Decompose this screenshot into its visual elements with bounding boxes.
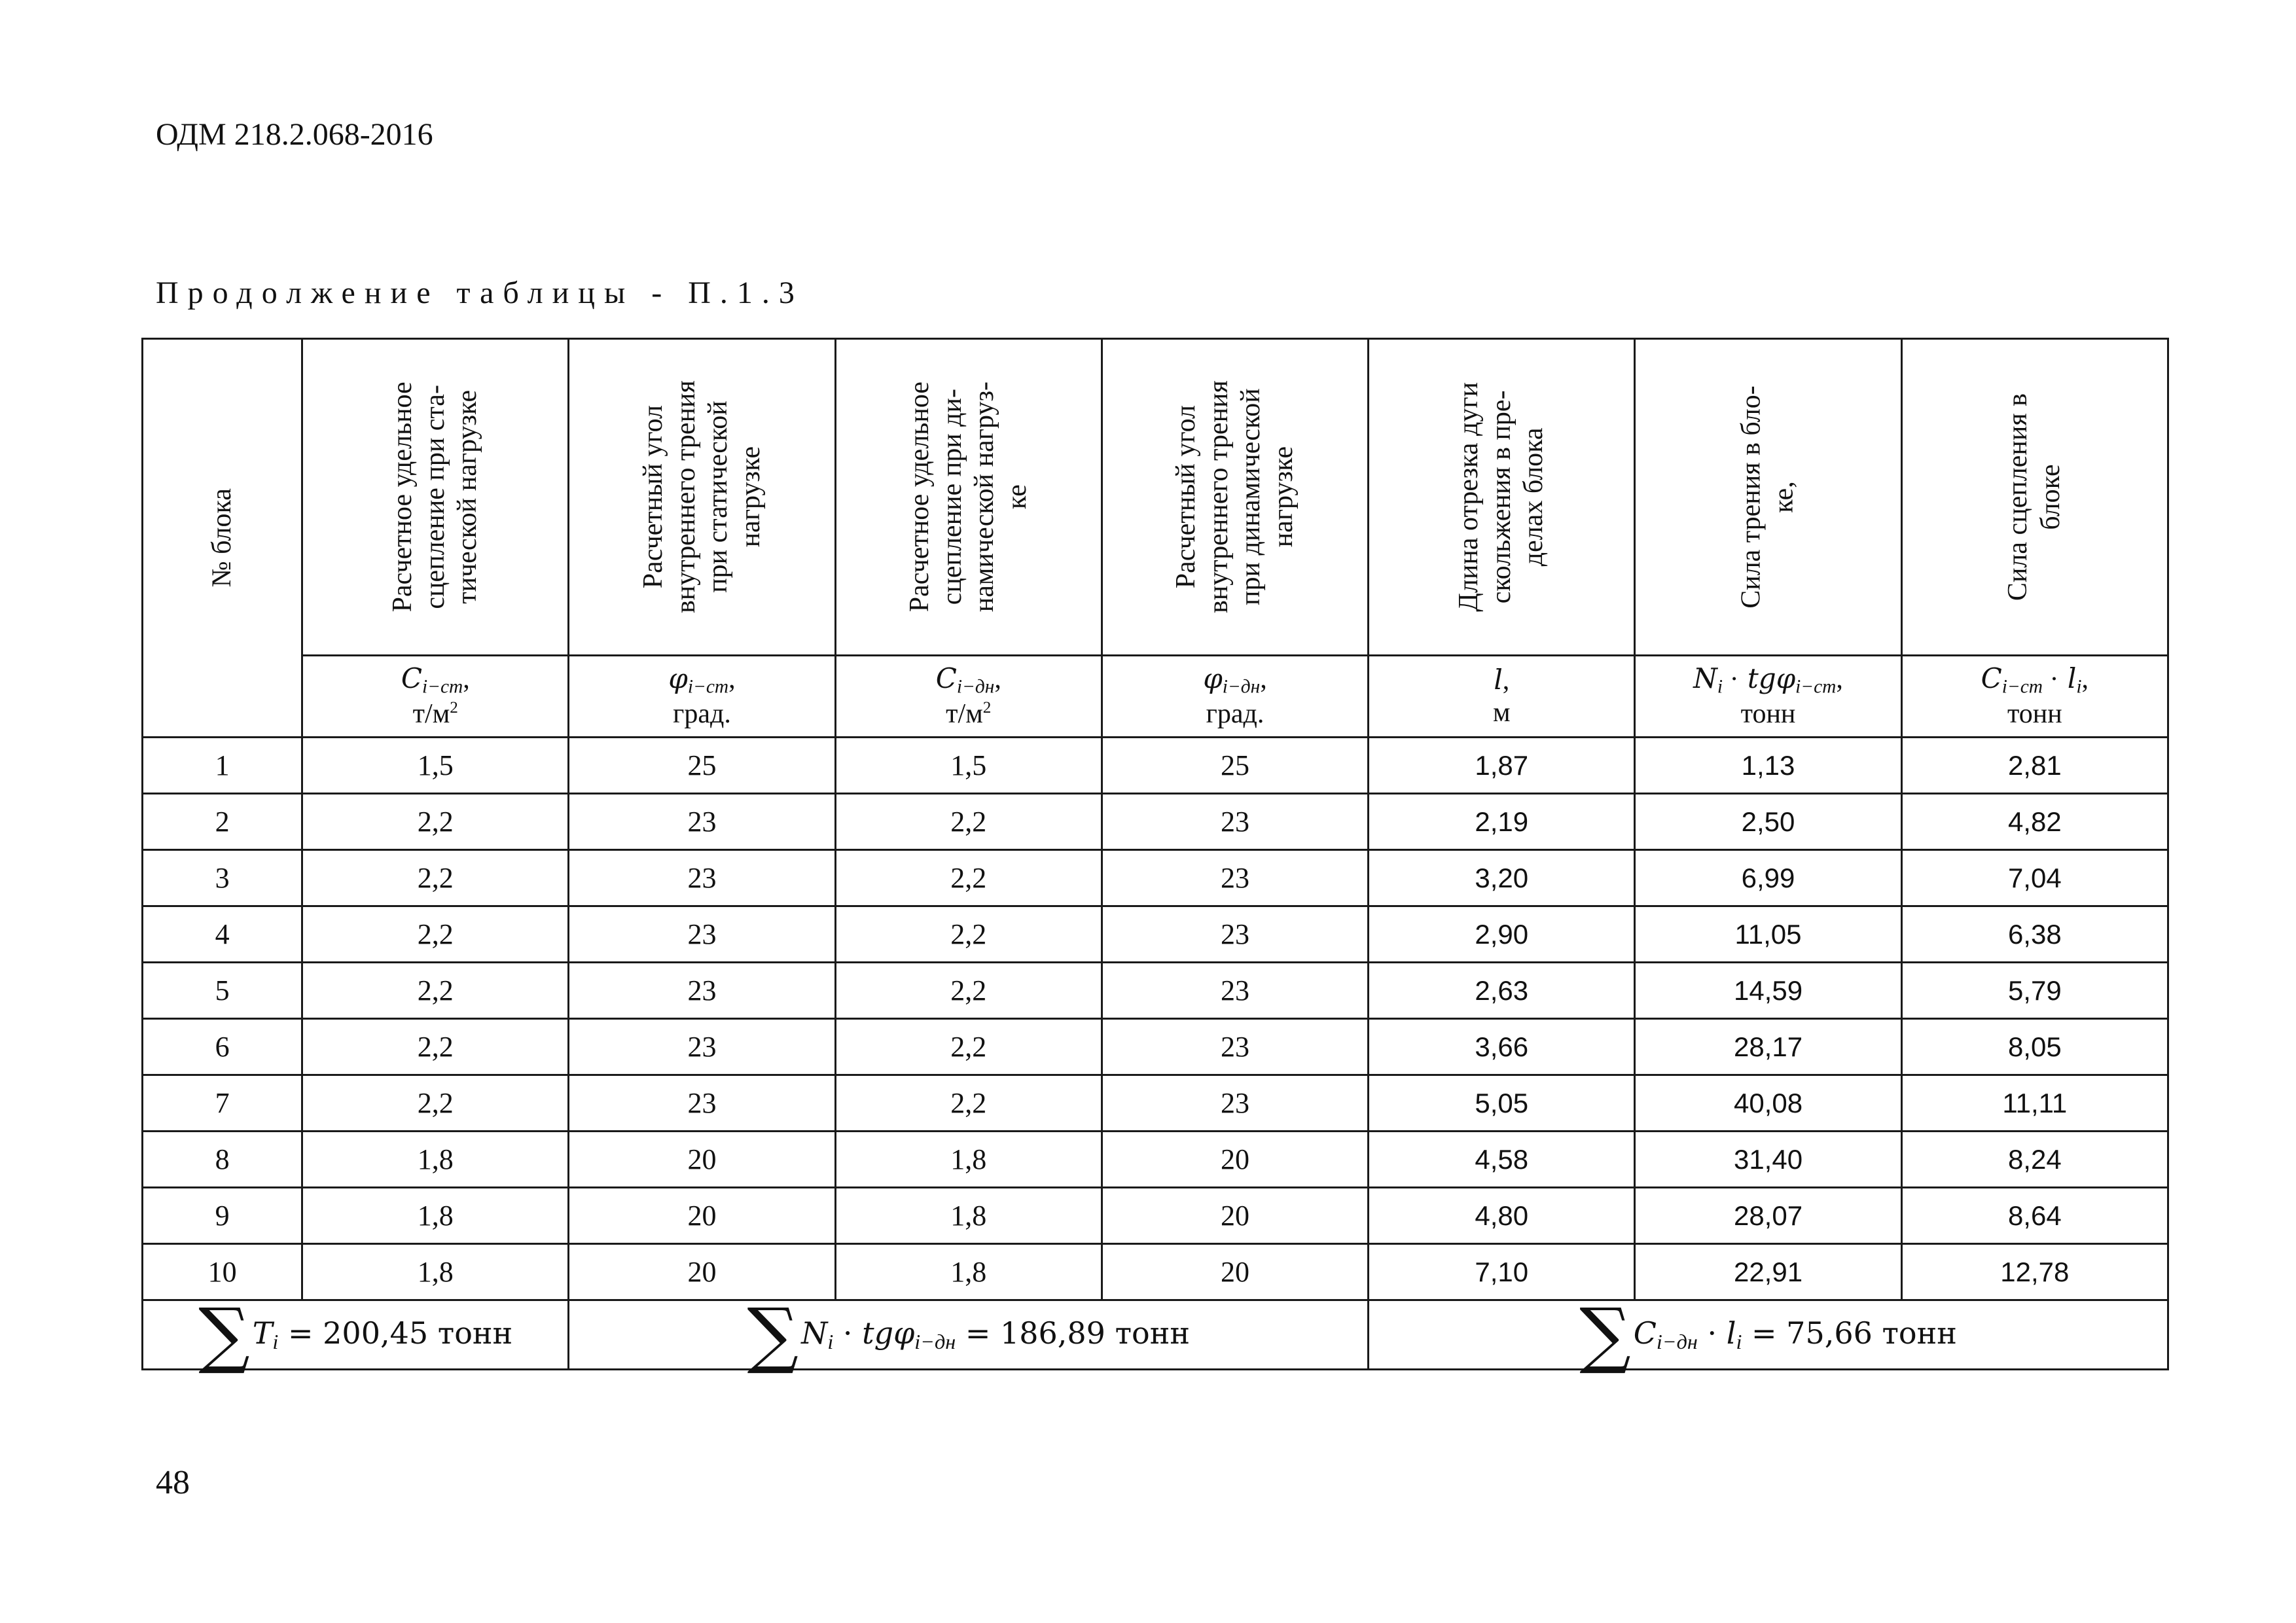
dot-operator: · — [1697, 1315, 1727, 1351]
unit-text: град. — [673, 698, 731, 729]
table-cell: 3,20 — [1369, 850, 1635, 906]
table-row — [143, 850, 2168, 906]
table-cell: 23 — [569, 1075, 835, 1132]
table-cell: 1,5 — [835, 738, 1102, 794]
table-cell: 40,08 — [1635, 1075, 1901, 1132]
sum-symbol: C — [1633, 1315, 1657, 1351]
symbol: φ — [668, 662, 688, 694]
sum-cell-3 — [1369, 1293, 2168, 1377]
table-cell: 23 — [1102, 1075, 1368, 1132]
table-cell: 31,40 — [1635, 1132, 1901, 1188]
table-row — [143, 1019, 2168, 1075]
unit-superscript: 2 — [450, 698, 458, 717]
dot-operator: · — [2043, 664, 2059, 694]
table-cell: 20 — [1102, 1132, 1368, 1188]
symbol-subscript: i−ст — [1795, 676, 1837, 698]
table-cell: 2,2 — [835, 906, 1102, 963]
symbol-part: l — [2058, 662, 2077, 694]
unit-cell-2 — [302, 656, 569, 738]
sum-symbol: N — [801, 1315, 828, 1351]
table-row — [143, 1075, 2168, 1132]
symbol-line — [1103, 663, 1367, 698]
symbol: C — [1981, 662, 2002, 694]
table-cell: 5 — [143, 963, 302, 1019]
table-cell: 3,66 — [1369, 1019, 1635, 1075]
table-cell: 2,2 — [302, 1019, 569, 1075]
sum-cell-1 — [143, 1293, 569, 1377]
table-cell: 6,38 — [1901, 906, 2168, 963]
symbol-line — [1636, 663, 1900, 698]
unit-line — [1636, 698, 1900, 730]
symbol-line — [569, 663, 834, 698]
table-cell: 2 — [143, 794, 302, 850]
table-cell: 20 — [569, 1132, 835, 1188]
table-cell: 7,10 — [1369, 1244, 1635, 1300]
symbol-line — [303, 663, 567, 698]
sum-value: = 75,66 тонн — [1742, 1315, 1957, 1351]
comma: , — [1502, 666, 1510, 696]
table-cell: 23 — [569, 963, 835, 1019]
table-cell: 23 — [1102, 794, 1368, 850]
unit-cell-3 — [569, 656, 835, 738]
table-cell: 5,05 — [1369, 1075, 1635, 1132]
unit-text: град. — [1206, 698, 1265, 729]
table-cell: 2,81 — [1901, 738, 2168, 794]
table-row — [143, 794, 2168, 850]
sum-symbol-part: tgφ — [862, 1315, 915, 1351]
table-cell: 6 — [143, 1019, 302, 1075]
header-label: Расчетный угол внутреннего трения при динамической нагрузке — [1170, 380, 1299, 614]
table-cell: 23 — [569, 1019, 835, 1075]
document-code: ОДМ 218.2.068-2016 — [156, 117, 433, 152]
header-cell-2 — [302, 339, 569, 656]
unit-cell-5 — [1102, 656, 1368, 738]
table-row — [143, 1132, 2168, 1188]
header-label: Расчетное удельное сцепление при ди- намической нагруз- ке — [904, 382, 1032, 613]
symbol-line — [1369, 664, 1634, 696]
unit-line — [1103, 698, 1367, 730]
dot-operator: · — [1723, 664, 1739, 694]
page-number: 48 — [156, 1464, 190, 1501]
header-cell-4 — [835, 339, 1102, 656]
table-row — [143, 906, 2168, 963]
table-cell: 8,24 — [1901, 1132, 2168, 1188]
comma: , — [1836, 664, 1843, 694]
unit-text: тонн — [2007, 698, 2062, 729]
unit-text: м — [1492, 697, 1511, 728]
symbol-subscript: i−ст — [422, 676, 463, 698]
table-cell: 2,2 — [835, 1075, 1102, 1132]
table-cell: 23 — [569, 850, 835, 906]
table-cell: 25 — [1102, 738, 1368, 794]
symbol-subscript: i−ст — [687, 676, 729, 698]
unit-cell-4 — [835, 656, 1102, 738]
comma: , — [1260, 664, 1267, 694]
comma: , — [728, 664, 736, 694]
table-row — [143, 963, 2168, 1019]
table-cell: 7,04 — [1901, 850, 2168, 906]
sum-cell-2 — [569, 1293, 1369, 1377]
header-label: Расчетное удельное сцепление при ста- тической нагрузке — [387, 382, 483, 613]
table-cell: 23 — [569, 794, 835, 850]
table-cell: 3 — [143, 850, 302, 906]
table-cell: 28,07 — [1635, 1188, 1901, 1244]
units-row — [143, 656, 2168, 738]
symbol: l — [1494, 664, 1503, 696]
table-cell: 8 — [143, 1132, 302, 1188]
header-cell-1 — [143, 339, 302, 738]
table-cell: 25 — [569, 738, 835, 794]
table-cell: 12,78 — [1901, 1244, 2168, 1300]
table-cell: 28,17 — [1635, 1019, 1901, 1075]
table-cell: 2,2 — [835, 1019, 1102, 1075]
symbol: C — [935, 662, 957, 694]
unit-line — [569, 698, 834, 730]
table-cell: 5,79 — [1901, 963, 2168, 1019]
header-label: Расчетный угол внутреннего трения при статической нагрузке — [637, 380, 766, 614]
table-cell: 1 — [143, 738, 302, 794]
table-cell: 1,8 — [835, 1244, 1102, 1300]
sum-symbol: T — [252, 1315, 273, 1351]
table-cell: 23 — [1102, 963, 1368, 1019]
header-cell-5 — [1102, 339, 1368, 656]
table-cell: 23 — [1102, 1019, 1368, 1075]
symbol-subscript: i−ст — [2001, 676, 2043, 698]
sigma-icon: ∑ — [747, 1293, 799, 1377]
table-cell: 6,99 — [1635, 850, 1901, 906]
table-cell: 11,05 — [1635, 906, 1901, 963]
unit-line — [836, 698, 1101, 730]
unit-line — [303, 698, 567, 730]
table-cell: 1,87 — [1369, 738, 1635, 794]
unit-superscript: 2 — [982, 698, 992, 717]
symbol-subscript: i — [1717, 676, 1723, 698]
table-cell: 1,8 — [835, 1132, 1102, 1188]
table-cell: 2,63 — [1369, 963, 1635, 1019]
sum-value: = 200,45 тонн — [278, 1315, 513, 1351]
comma: , — [2081, 664, 2089, 694]
header-cell-3 — [569, 339, 835, 656]
table-cell: 8,64 — [1901, 1188, 2168, 1244]
table-cell: 4,58 — [1369, 1132, 1635, 1188]
table-cell: 10 — [143, 1244, 302, 1300]
sum-subscript: i — [272, 1330, 279, 1354]
table-cell: 20 — [569, 1188, 835, 1244]
table-cell: 20 — [1102, 1188, 1368, 1244]
symbol-line — [836, 663, 1101, 698]
unit-line — [1369, 697, 1634, 728]
table-cell: 14,59 — [1635, 963, 1901, 1019]
header-row — [143, 339, 2168, 656]
symbol: N — [1693, 662, 1717, 694]
symbol-subscript: i−дн — [1222, 676, 1261, 698]
table-row — [143, 1244, 2168, 1300]
comma: , — [994, 664, 1001, 694]
table-cell: 4,80 — [1369, 1188, 1635, 1244]
table-cell: 20 — [1102, 1244, 1368, 1300]
unit-text: т/м — [946, 698, 983, 729]
unit-text: тонн — [1740, 698, 1796, 729]
table-cell: 1,8 — [302, 1188, 569, 1244]
table-cell: 23 — [569, 906, 835, 963]
symbol-line — [1903, 663, 2167, 698]
sum-symbol-part: l — [1726, 1315, 1736, 1351]
sum-subscript: i−дн — [914, 1330, 956, 1354]
sum-subscript: i−дн — [1656, 1330, 1698, 1354]
table-cell: 2,2 — [302, 906, 569, 963]
table-cell: 7 — [143, 1075, 302, 1132]
dot-operator: · — [833, 1315, 863, 1351]
table-cell: 2,50 — [1635, 794, 1901, 850]
header-cell-6 — [1369, 339, 1635, 656]
header-label: Сила трения в бло- ке, — [1736, 385, 1799, 609]
unit-cell-7 — [1635, 656, 1901, 738]
symbol-subscript: i−дн — [956, 676, 995, 698]
table-cell: 1,5 — [302, 738, 569, 794]
table-cell: 4 — [143, 906, 302, 963]
table-cell: 4,82 — [1901, 794, 2168, 850]
table-cell: 2,2 — [302, 794, 569, 850]
sigma-icon: ∑ — [198, 1293, 250, 1377]
unit-text: т/м — [412, 698, 450, 729]
symbol: C — [401, 662, 422, 694]
table-cell: 2,19 — [1369, 794, 1635, 850]
symbol: φ — [1203, 662, 1223, 694]
table-cell: 2,90 — [1369, 906, 1635, 963]
table-cell: 2,2 — [835, 963, 1102, 1019]
table-cell: 22,91 — [1635, 1244, 1901, 1300]
sum-subscript: i — [1736, 1330, 1742, 1354]
table-cell: 1,8 — [302, 1244, 569, 1300]
symbol-subscript: i — [2076, 676, 2082, 698]
table-cell: 9 — [143, 1188, 302, 1244]
table-cell: 8,05 — [1901, 1019, 2168, 1075]
sum-value: = 186,89 тонн — [956, 1315, 1191, 1351]
header-cell-7 — [1635, 339, 1901, 656]
header-label: Сила сцепления в блоке — [2003, 393, 2066, 601]
table-row — [143, 1188, 2168, 1244]
table-cell: 23 — [1102, 906, 1368, 963]
table-cell: 2,2 — [835, 850, 1102, 906]
header-cell-8 — [1901, 339, 2168, 656]
unit-line — [1903, 698, 2167, 730]
table-cell: 2,2 — [302, 963, 569, 1019]
unit-cell-8 — [1901, 656, 2168, 738]
symbol-part: tgφ — [1738, 662, 1796, 694]
data-table — [141, 338, 2169, 1377]
unit-cell-6 — [1369, 656, 1635, 738]
sum-subscript: i — [827, 1330, 834, 1354]
table-cell: 1,8 — [302, 1132, 569, 1188]
table-row — [143, 738, 2168, 794]
table-cell: 2,2 — [302, 850, 569, 906]
table-cell: 20 — [569, 1244, 835, 1300]
sum-row — [143, 1300, 2168, 1370]
table-cell: 23 — [1102, 850, 1368, 906]
header-label: № блока — [206, 488, 237, 588]
table-cell: 2,2 — [302, 1075, 569, 1132]
sigma-icon: ∑ — [1579, 1293, 1631, 1377]
table-cell: 1,8 — [835, 1188, 1102, 1244]
table-cell: 11,11 — [1901, 1075, 2168, 1132]
table-caption: Продолжение таблицы - П.1.3 — [156, 276, 804, 310]
table-cell: 1,13 — [1635, 738, 1901, 794]
comma: , — [463, 664, 470, 694]
table-cell: 2,2 — [835, 794, 1102, 850]
header-label: Длина отрезка дуги скольжения в пре- делах блока — [1453, 382, 1549, 612]
